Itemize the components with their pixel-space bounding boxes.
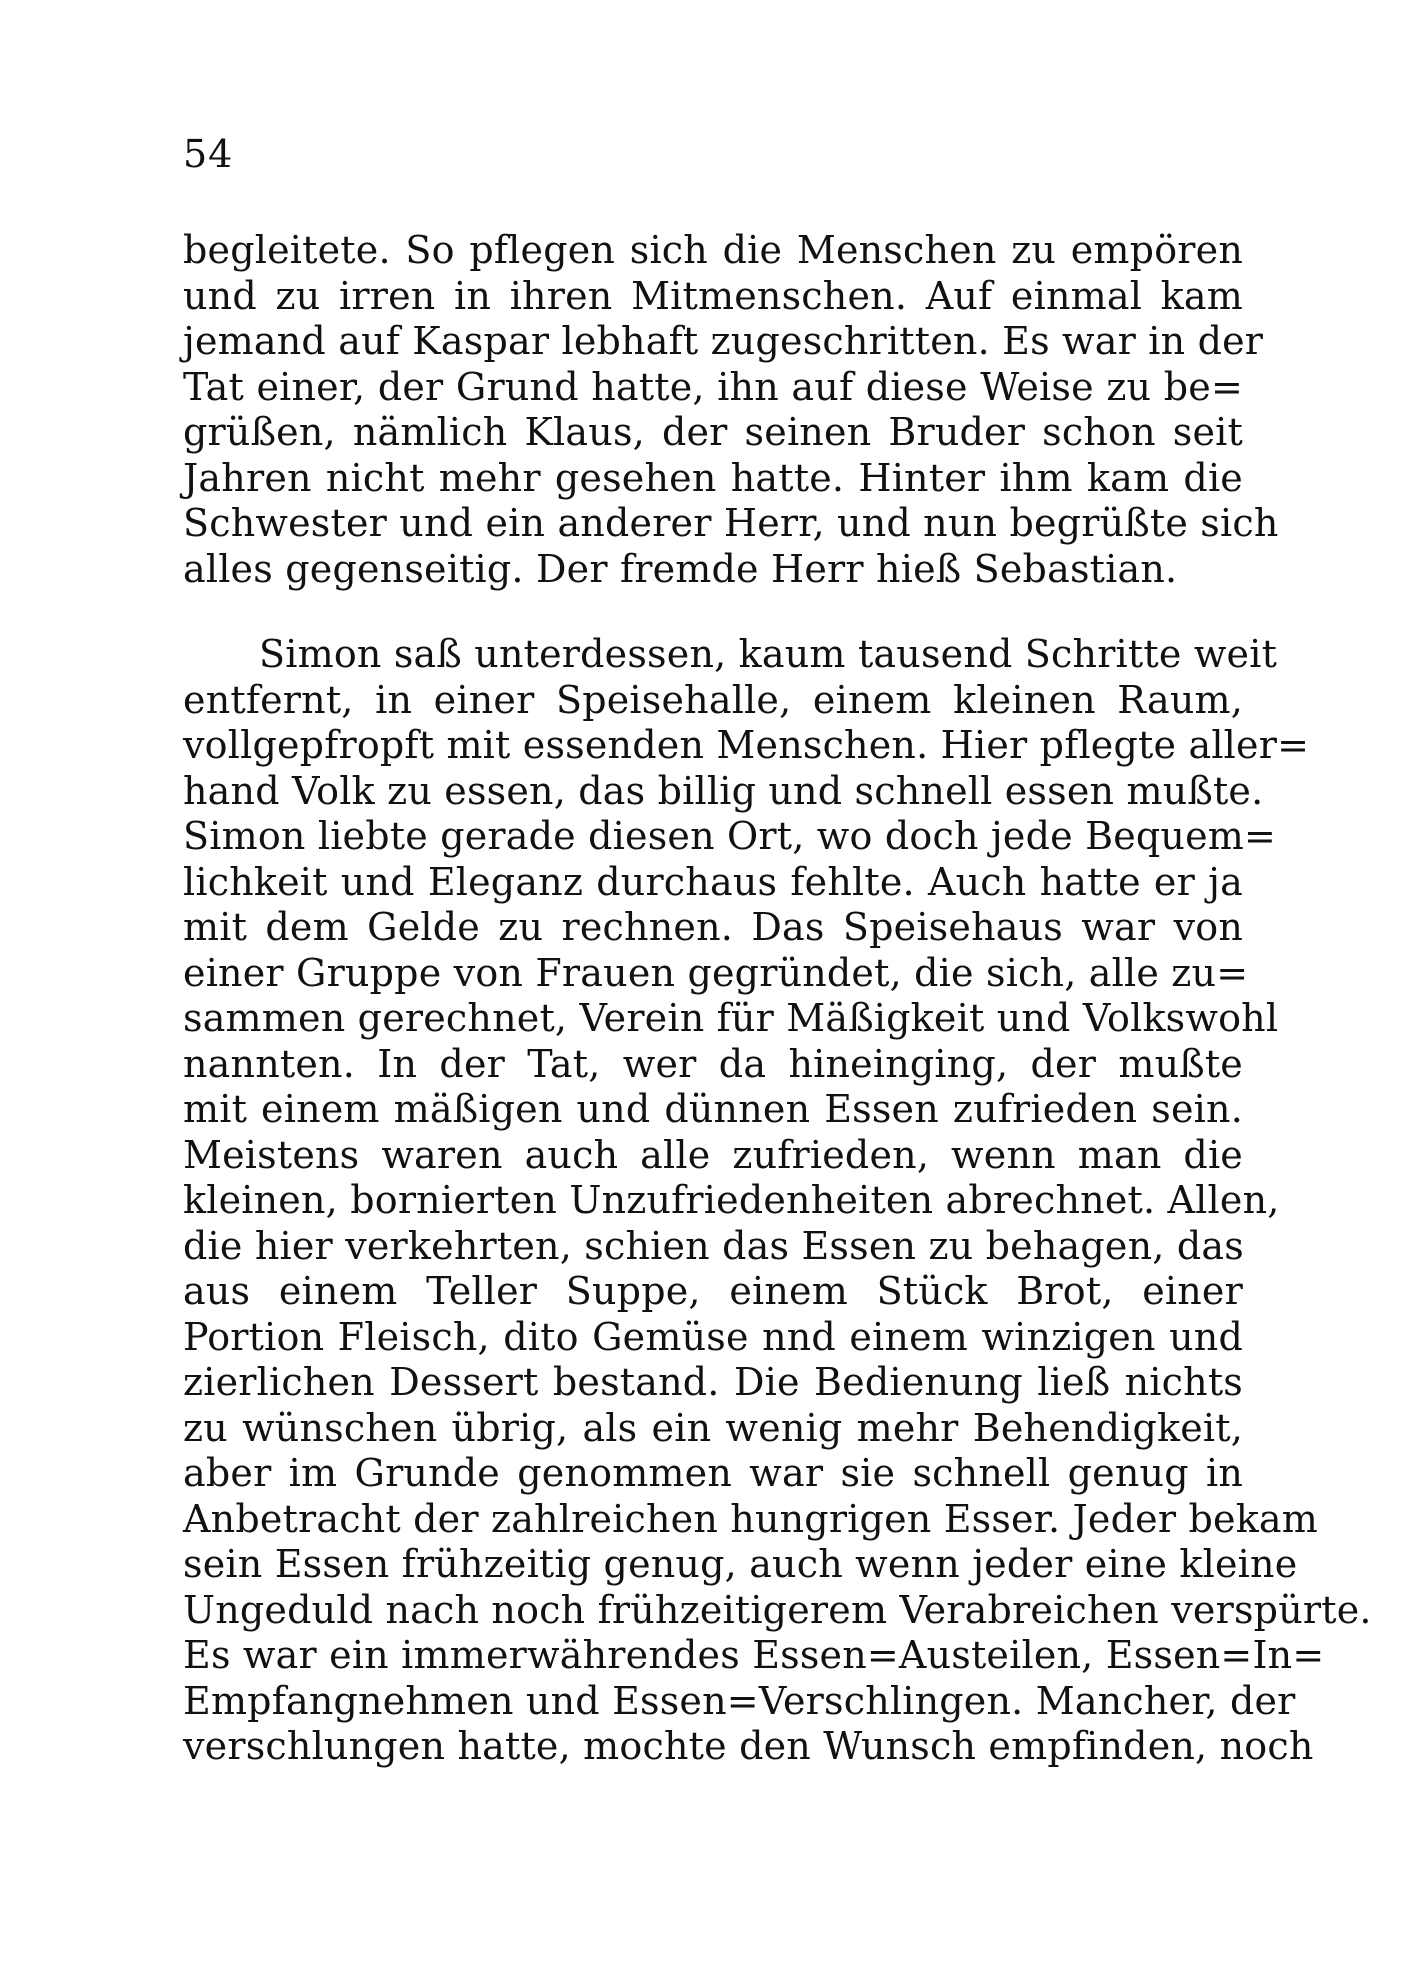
text-line: verschlungen hatte, mochte den Wunsch empfinden, noch — [183, 1724, 1314, 1768]
text-line: grüßen, nämlich Klaus, der seinen Bruder schon seit — [183, 410, 1243, 454]
text-line: aus einem Teller Suppe, einem Stück Brot, einer — [183, 1269, 1243, 1313]
text-line: Empfangnehmen und Essen=Verschlingen. Mancher, der — [183, 1678, 1296, 1723]
text-line: die hier verkehrten, schien das Essen zu behagen, das — [183, 1223, 1244, 1268]
text-line: hand Volk zu essen, das billig und schnell essen mußte. — [183, 768, 1264, 813]
text-line: Es war ein immerwährendes Essen=Austeilen, Essen=In= — [183, 1633, 1325, 1677]
text-line: sammen gerechnet, Verein für Mäßigkeit und Volkswohl — [183, 996, 1279, 1040]
text-line: Jahren nicht mehr gesehen hatte. Hinter ihm kam die — [183, 455, 1243, 500]
text-line: begleitete. So pflegen sich die Menschen zu empören — [183, 228, 1243, 272]
text-line: alles gegenseitig. Der fremde Herr hieß Sebastian. — [183, 546, 1178, 591]
text-line: Tat einer, der Grund hatte, ihn auf diese Weise zu be= — [183, 364, 1243, 409]
text-line: Simon saß unterdessen, kaum tausend Schritte weit — [259, 632, 1278, 676]
text-line: Anbetracht der zahlreichen hungrigen Esser. Jeder bekam — [183, 1496, 1319, 1541]
text-line: nannten. In der Tat, wer da hineinging, der mußte — [183, 1041, 1243, 1086]
text-line: aber im Grunde genommen war sie schnell genug in — [183, 1451, 1243, 1495]
text-line: vollgepfropft mit essenden Menschen. Hier pflegte aller= — [183, 723, 1310, 767]
text-line: Simon liebte gerade diesen Ort, wo doch jede Bequem= — [183, 814, 1277, 858]
paragraph-1 — [183, 228, 1279, 592]
text-line: zu wünschen übrig, als ein wenig mehr Behendigkeit, — [183, 1405, 1243, 1450]
text-line: Schwester und ein anderer Herr, und nun begrüßte sich — [183, 501, 1279, 545]
text-line: jemand auf Kaspar lebhaft zugeschritten. Es war in der — [183, 319, 1264, 363]
text-line: Portion Fleisch, dito Gemüse nnd einem winzigen und — [183, 1314, 1243, 1359]
text-line: zierlichen Dessert bestand. Die Bedienung ließ nichts — [183, 1360, 1243, 1404]
page-number: 54 — [183, 132, 234, 176]
text-line: einer Gruppe von Frauen gegründet, die sich, alle zu= — [183, 950, 1249, 995]
text-line: Ungeduld nach noch frühzeitigerem Verabreichen verspürte. — [183, 1587, 1372, 1632]
text-line: entfernt, in einer Speisehalle, einem kleinen Raum, — [183, 677, 1243, 722]
text-line: sein Essen frühzeitig genug, auch wenn jeder eine kleine — [183, 1542, 1298, 1586]
text-line: lichkeit und Eleganz durchaus fehlte. Auch hatte er ja — [183, 859, 1243, 904]
paragraph-2 — [183, 632, 1372, 1770]
text-line: mit dem Gelde zu rechnen. Das Speisehaus war von — [183, 905, 1243, 949]
text-line: mit einem mäßigen und dünnen Essen zufrieden sein. — [183, 1087, 1243, 1131]
text-line: kleinen, bornierten Unzufriedenheiten abrechnet. Allen, — [183, 1178, 1280, 1222]
text-line: und zu irren in ihren Mitmenschen. Auf einmal kam — [183, 273, 1243, 318]
text-line: Meistens waren auch alle zufrieden, wenn man die — [183, 1132, 1243, 1177]
